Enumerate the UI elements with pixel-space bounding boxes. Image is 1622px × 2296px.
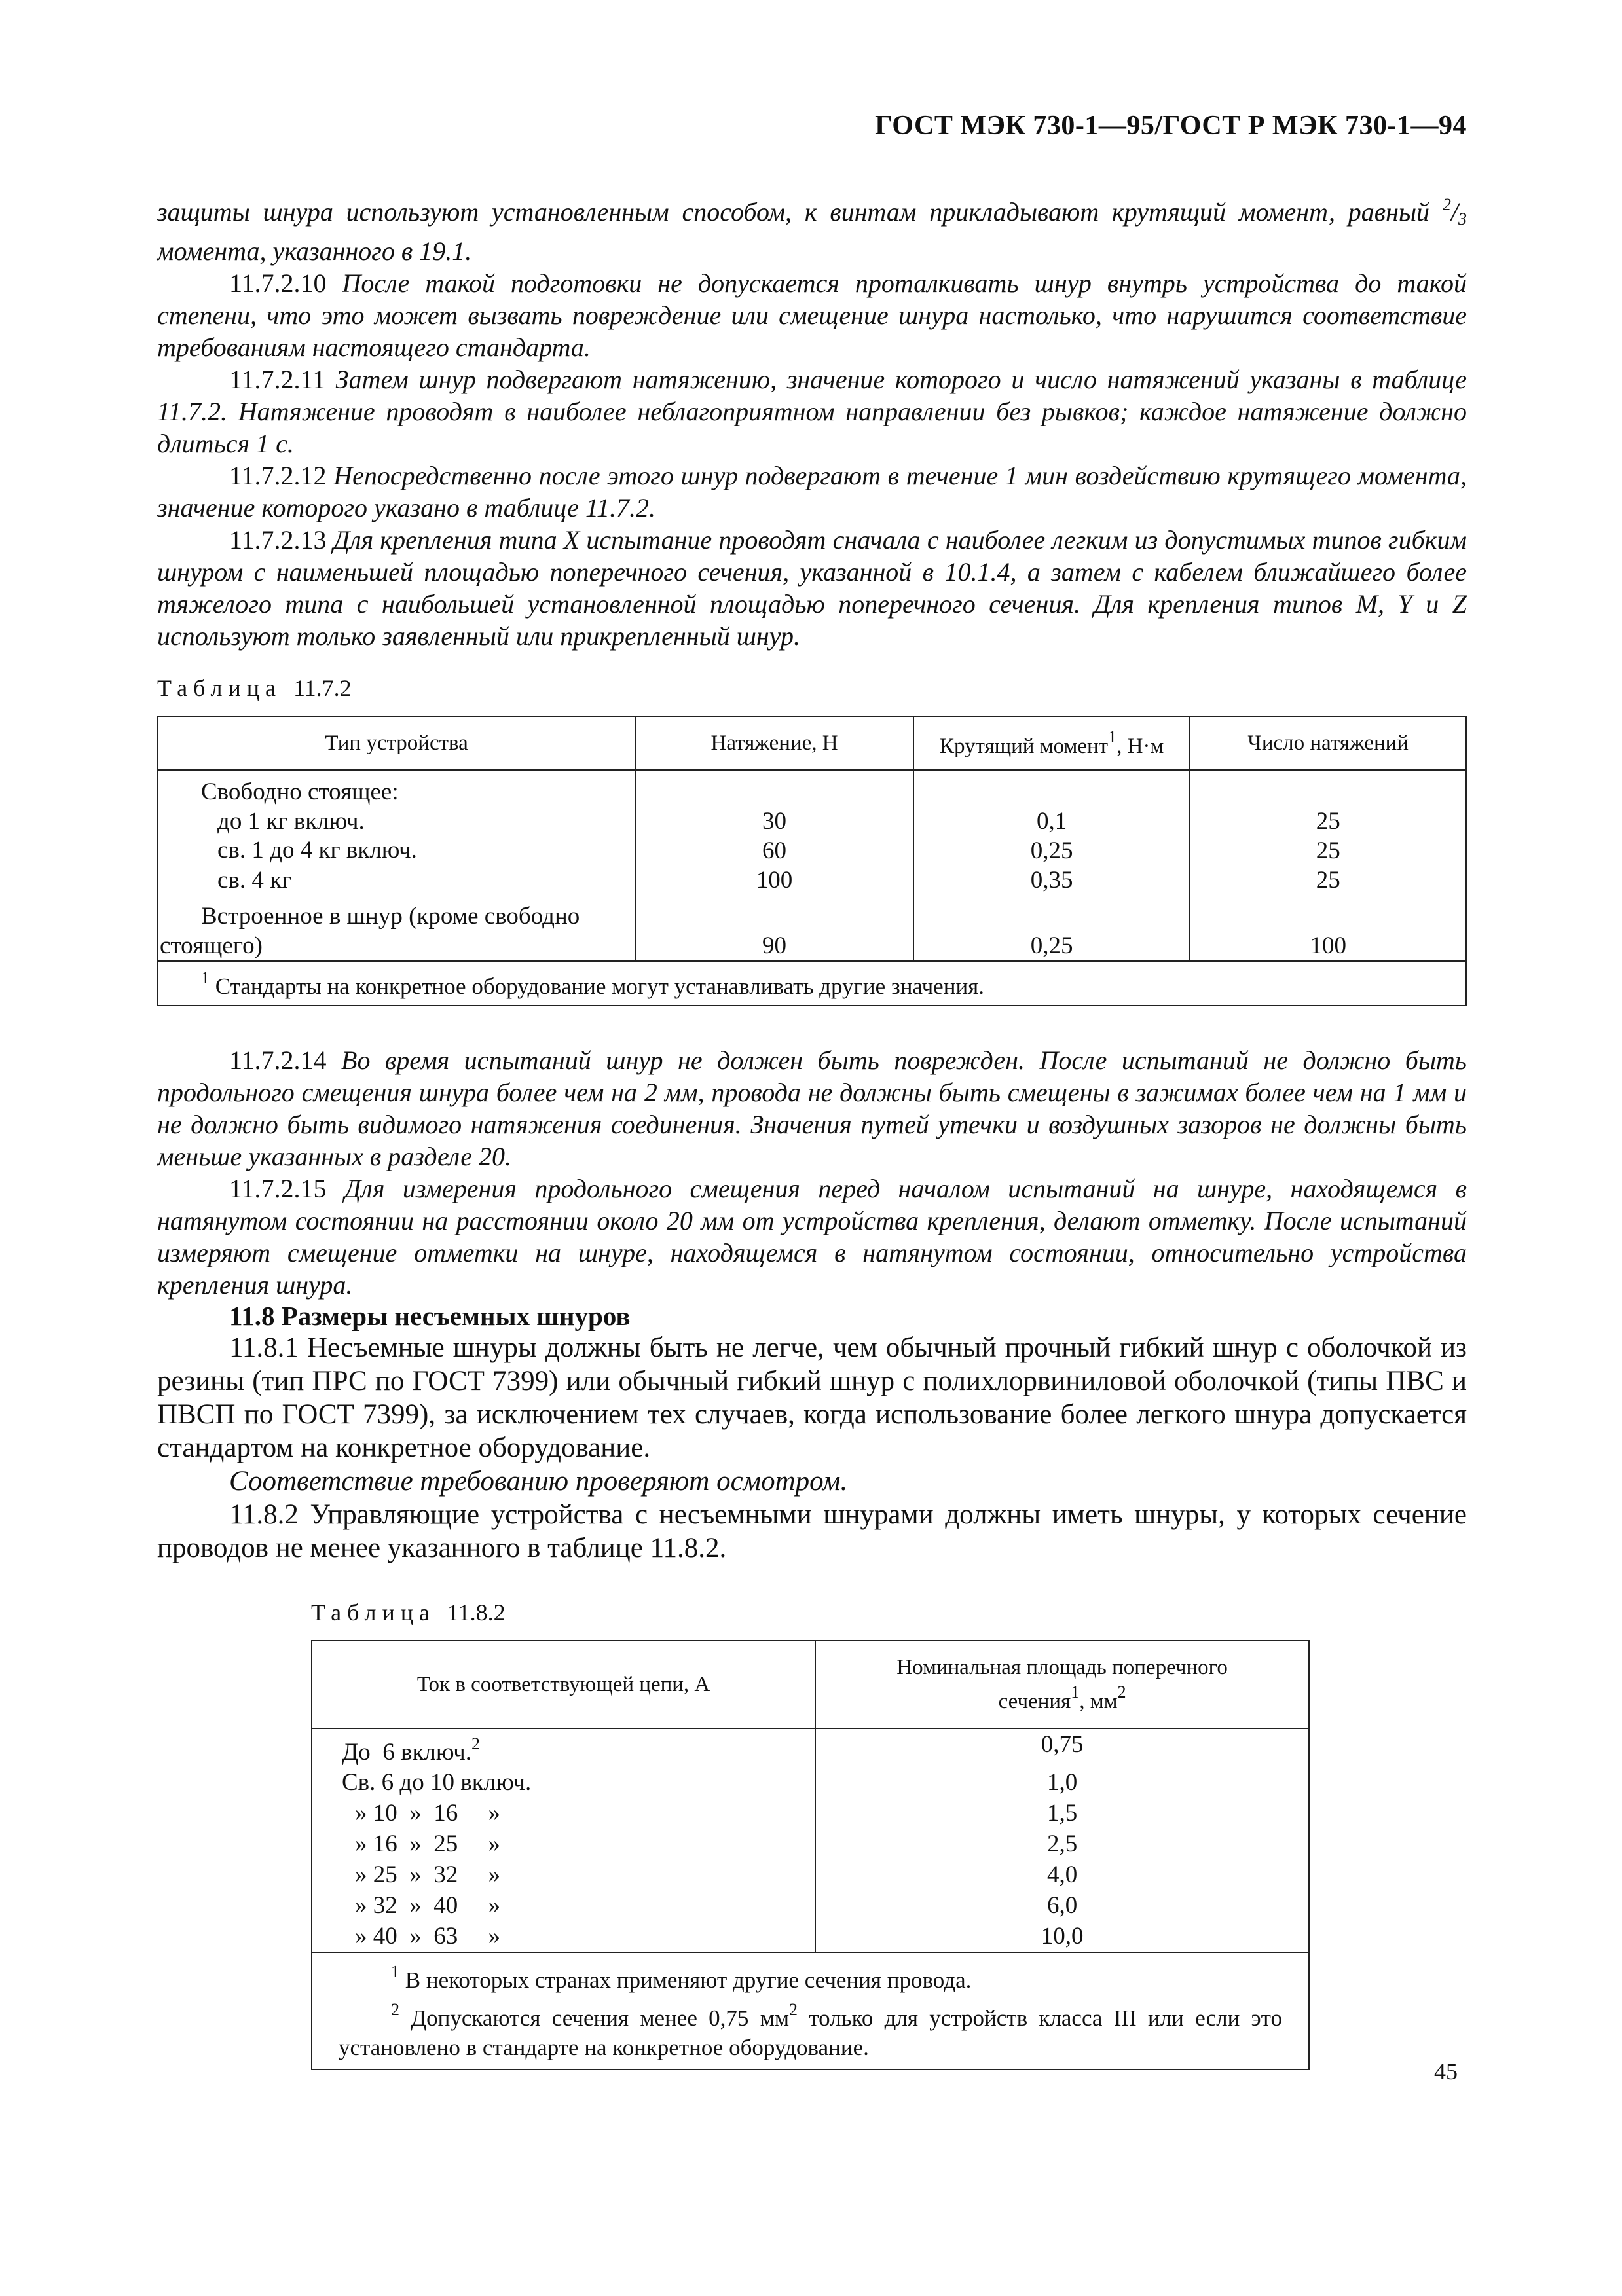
paragraph-11-7-2-13: 11.7.2.13 Для крепления типа X испытание проводят сначала с наиболее легким из допустимых типов гибким шнуром с наименьшей площадью поперечного сечения, указанной в 10.1.4, а затем с кабелем ближайшего более тяжелого типа с наибольшей установленной площадью поперечного сечения. Для крепления типов M, Y и Z используют только заявленный или прикрепленный шнур. (157, 525, 1467, 651)
table-row (158, 770, 1466, 807)
text-block-middle (157, 1044, 1467, 1565)
table-11-8-2-caption: Таблица 11.8.2 (311, 1599, 506, 1626)
footnote-1: $^1$ В некоторых странах применяют другие сечения провода. (391, 1962, 972, 1993)
table-row: Встроенное в шнур (кроме свободно (158, 895, 1466, 931)
header-current: Ток в соответствующей цепи, А (312, 1641, 815, 1728)
table-row: до 1 кг включ. 30 0,1 25 (158, 807, 1466, 836)
table-row: Св. 6 до 10 включ. 1,0 (312, 1767, 1309, 1798)
paragraph-11-8-2: 11.8.2 Управляющие устройства с несъемными шнурами должны иметь шнуры, у которых сечение проводов не менее указанного в таблице 11.8.2. (157, 1499, 1467, 1563)
page-number: 45 (1434, 2058, 1458, 2085)
header-tension: Натяжение, Н (635, 716, 913, 770)
table-footnotes (312, 1952, 1309, 2069)
table-row: До 6 включ.$^2$ 0,75 (312, 1728, 1309, 1767)
section-heading: 11.8 Размеры несъемных шнуров (229, 1301, 631, 1331)
table-header-row (312, 1641, 1309, 1728)
table-row: » 40 » 63 » 10,0 (312, 1921, 1309, 1952)
table-row: » 16 » 25 » 2,5 (312, 1829, 1309, 1859)
paragraph-11-7-2-14: 11.7.2.14 Во время испытаний шнур не должен быть поврежден. После испытаний не должно быть продольного смещения шнура более чем на 2 мм, провода не должны быть смещены в зажимах более чем на 1 мм и не должно быть видимого натяжения соединения. Значения путей утечки и воздушных зазоров не должны быть меньше указанных в разделе 20. (157, 1046, 1467, 1171)
header-area: Номинальная площадь поперечного сечения$^1$, $мм^2$ (815, 1641, 1309, 1728)
paragraph-11-8-1: 11.8.1 Несъемные шнуры должны быть не легче, чем обычный прочный гибкий шнур с оболочкой из резины (тип ПРС по ГОСТ 7399) или обычный гибкий шнур с полихлорвиниловой оболочкой (типы ПВС и ПВСП по ГОСТ 7399), за исключением тех случаев, когда использование более легкого шнура допускается стандартом на конкретное оборудование. (157, 1332, 1467, 1463)
table-row: св. 4 кг 100 0,35 25 (158, 866, 1466, 895)
table-11-7-2 (157, 716, 1467, 1006)
text-block-top (157, 189, 1467, 652)
paragraph-11-7-2-10: 11.7.2.10 После такой подготовки не допускается проталкивать шнур внутрь устройства до такой степени, что это может вызвать повреждение или смещение шнура настолько, что нарушится соответствие требованиям настоящего стандарта. (157, 268, 1467, 362)
table-footnote-row (158, 961, 1466, 1006)
paragraph-11-7-2-15: 11.7.2.15 Для измерения продольного смещения перед началом испытаний на шнуре, находящемся в натянутом состоянии на расстоянии около 20 мм от устройства крепления, делают отметку. После испытаний измеряют смещение отметки на шнуре, находящемся в натянутом состоянии, относительно устройства крепления шнура. (157, 1174, 1467, 1300)
header-torque: Крутящий момент$^1$, Н·м (913, 716, 1190, 770)
table-row: » 10 » 16 » 1,5 (312, 1798, 1309, 1829)
table-row: » 32 » 40 » 6,0 (312, 1890, 1309, 1921)
table-11-7-2-caption: Таблица 11.7.2 (157, 675, 352, 701)
paragraph-11-7-2-11: 11.7.2.11 Затем шнур подвергают натяжению, значение которого и число натяжений указаны в таблице 11.7.2. Натяжение проводят в наиболее неблагоприятном направлении без рывков; каждое натяжение должно длиться 1 с. (157, 365, 1467, 458)
table-footnote: $^1$ Стандарты на конкретное оборудование могут устанавливать другие значения. (158, 961, 1466, 1006)
header-device-type: Тип устройства (158, 716, 635, 770)
document-header: ГОСТ МЭК 730-1—95/ГОСТ Р МЭК 730-1—94 (875, 111, 1467, 141)
table-row: стоящего) 90 0,25 100 (158, 931, 1466, 961)
table-footnote-row (312, 1952, 1309, 2069)
table-11-8-2 (311, 1640, 1310, 2070)
paragraph-11-7-2-12: 11.7.2.12 Непосредственно после этого шнур подвергают в течение 1 мин воздействию крутящего момента, значение которого указано в таблице 11.7.2. (157, 461, 1467, 522)
paragraph-continuation: защиты шнура используют установленным способом, к винтам прикладывают крутящий момент, равный $^2/_3$ момента, указанного в 19.1. (157, 195, 1467, 266)
paragraph-compliance: Соответствие требованию проверяют осмотром. (229, 1466, 848, 1497)
header-count: Число натяжений (1190, 716, 1466, 770)
footnote-2: $^2$ Допускаются сечения менее 0,75 $мм^2$ только для устройств класса III или если это установлено в стандарте на конкретное оборудование. (339, 2000, 1282, 2060)
table-row: св. 1 до 4 кг включ. 60 0,25 25 (158, 836, 1466, 866)
table-row: » 25 » 32 » 4,0 (312, 1859, 1309, 1890)
table-header-row (158, 716, 1466, 770)
group-label: Свободно стоящее: (158, 770, 635, 807)
